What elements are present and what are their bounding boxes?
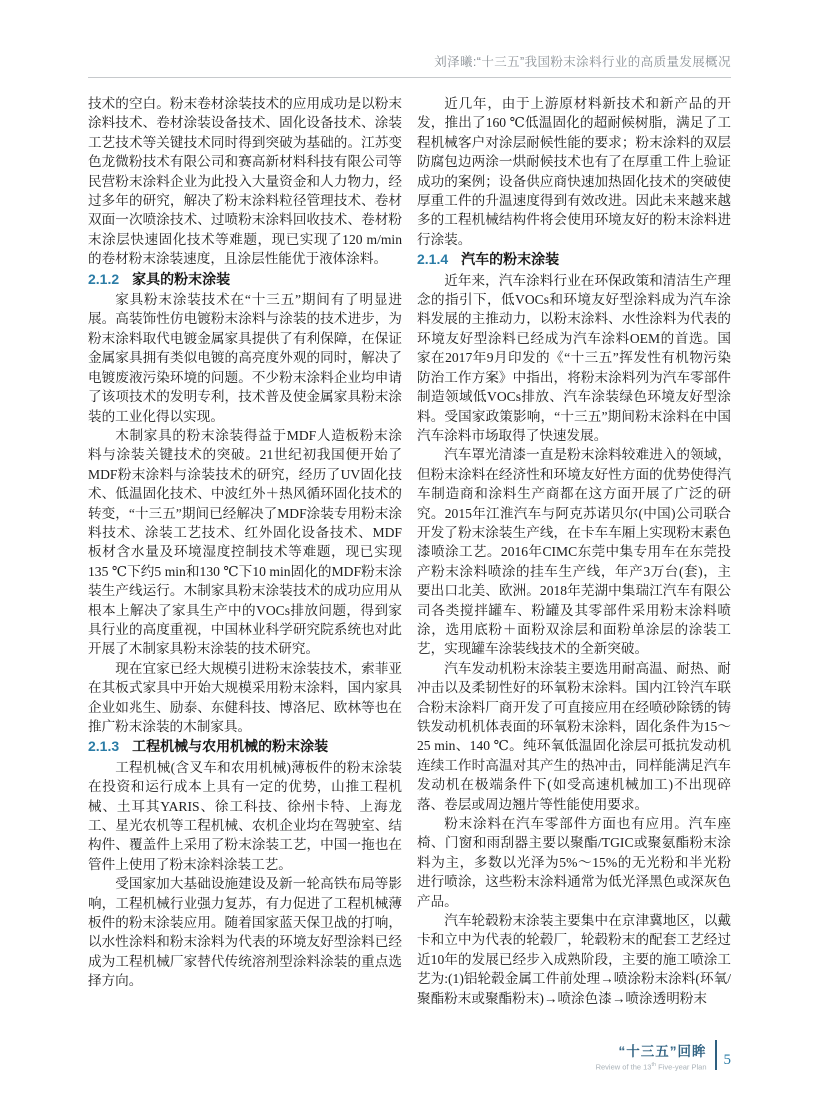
footer-column-titles: [596, 1040, 707, 1072]
column-right: [417, 94, 731, 1008]
section-heading: [88, 737, 402, 756]
section-number: 2.1.4: [417, 251, 449, 268]
column-title-en-prefix: Review of the 13: [595, 1062, 652, 1071]
paragraph: 粉末涂料在汽车零部件方面也有应用。汽车座椅、门窗和雨刮器主要以聚酯/TGIC或聚氨酯粉末涂料为主，多数以光泽为5%～15%的无光粉和半光粉进行喷涂，这些粉末涂料通常为低光泽黑色或深灰色产品。: [417, 816, 731, 909]
paragraph: 近年来，汽车涂料行业在环保政策和清洁生产理念的指引下，低VOCs和环境友好型涂料成为汽车涂料发展的主推动力，以粉末涂料、水性涂料为代表的环境友好型涂料已经成为汽车涂料OEM的首选。国家在2017年9月印发的《“十三五”挥发性有机物污染防治工作方案》中指出，将粉末涂料列为汽车零部件制造领域低VOCs排放、汽车涂装绿色环境友好型涂料。受国家政策影响，“十三五”期间粉末涂料在中国汽车涂料市场取得了快速发展。: [417, 272, 731, 443]
paragraph: 工程机械(含叉车和农用机械)薄板件的粉末涂装在投资和运行成本上具有一定的优势，山推工程机械、土耳其YARIS、徐工科技、徐州卡特、上海龙工、星光农机等工程机械、农机企业均在驾驶室、结构件、覆盖件上采用了粉末涂装工艺，中国一拖也在管件上使用了粉末涂料涂装工艺。: [88, 759, 402, 872]
column-title-cn: “十三五”回眸: [618, 1043, 707, 1059]
column-title-en-suffix: Five-year Plan: [656, 1062, 707, 1071]
running-title: 刘泽曦:“十三五”我国粉末涂料行业的高质量发展概况: [434, 55, 731, 69]
section-title: 汽车的粉末涂装: [461, 251, 560, 268]
column-title-en-ordinal: th: [651, 1061, 657, 1068]
footer-divider: [715, 1040, 717, 1070]
paragraph: 汽车罩光清漆一直是粉末涂料较难进入的领域，但粉末涂料在经济性和环境友好性方面的优势使得汽车制造商和涂料生产商都在这方面开展了广泛的研究。2015年江淮汽车与阿克苏诺贝尔(中国)公司联合开发了粉末涂装生产线，在卡车车厢上实现粉末素色漆喷涂工艺。2016年CIMC东莞中集专用车在东莞投产粉末涂料喷涂的挂车生产线，年产3万台(套)，主要出口北美、欧洲。2018年芜湖中集瑞江汽车有限公司各类搅拌罐车、粉罐及其零部件采用粉末涂料喷涂，选用底粉＋面粉双涂层和面粉单涂层的涂装工艺，实现罐车涂装线技术的全新突破。: [417, 447, 731, 657]
page-header: [88, 52, 731, 78]
column-title-en: [596, 1062, 707, 1072]
header-rule: [88, 77, 731, 78]
paragraph: 近几年，由于上游原材料新技术和新产品的开发，推出了160 ℃低温固化的超耐候树脂，满足了工程机械客户对涂层耐候性能的要求；粉末涂料的双层防腐包边两涂一烘耐候技术也有了在厚重工件上验证成功的案例；设备供应商快速加热固化技术的突破使厚重工件的升温速度得到有效改进。因此未来越来越多的工程机械结构件将会使用环境友好的粉末涂料进行涂装。: [417, 96, 731, 247]
paragraph: 家具粉末涂装技术在“十三五”期间有了明显进展。高装饰性仿电镀粉末涂料与涂装的技术进步，为粉末涂料取代电镀金属家具提供了有利保障，在保证金属家具拥有类似电镀的高亮度外观的同时，解决了电镀废液污染环境的问题。不少粉末涂料企业均申请了该项技术的发明专利，技术普及使金属家具粉末涂装的工业化得以实现。: [88, 292, 402, 424]
paragraph: 木制家具的粉末涂装得益于MDF人造板粉末涂料与涂装关键技术的突破。21世纪初我国便开始了MDF粉末涂料与涂装技术的研究，经历了UV固化技术、低温固化技术、中波红外＋热风循环固化技术的转变，“十三五”期间已经解决了MDF涂装专用粉末涂料技术、涂装工艺技术、红外固化设备技术、MDF板材含水量及环境湿度控制技术等难题，现已实现135 ℃下约5 min和130 ℃下10 min固化的MDF粉末涂装生产线运行。木制家具粉末涂装技术的成功应用从根本上解决了家具生产中的VOCs排放问题，得到家具行业的高度重视，中国林业科学研究院系统也对此开展了木制家具粉末涂装的技术研究。: [88, 427, 402, 657]
paragraph: 汽车发动机粉末涂装主要选用耐高温、耐热、耐冲击以及柔韧性好的环氧粉末涂料。国内江铃汽车联合粉末涂料厂商开发了可直接应用在经喷砂除锈的铸铁发动机机体表面的环氧粉末涂料，固化条件为15～25 min、140 ℃。纯环氧低温固化涂层可抵抗发动机连续工作时高温对其产生的热冲击，同样能满足汽车发动机在极端条件下(如受高速机械加工)不出现碎落、卷层或周边翘片等性能使用要求。: [417, 660, 731, 812]
section-heading: [417, 250, 731, 269]
article-body: [88, 94, 731, 1008]
paragraph: 现在宜家已经大规模引进粉末涂装技术，索菲亚在其板式家具中开始大规模采用粉末涂料，国内家具企业如兆生、励泰、东健科技、博洛尼、欧林等也在推广粉末涂装的木制家具。: [88, 660, 402, 734]
paragraph: 受国家加大基础设施建设及新一轮高铁布局等影响，工程机械行业强力复苏，有力促进了工程机械薄板件的粉末涂装应用。随着国家蓝天保卫战的打响，以水性涂料和粉末涂料为代表的环境友好型涂料已经成为工程机械厂家替代传统溶剂型涂料涂装的重点选择方向。: [88, 876, 402, 989]
column-left: [88, 94, 402, 1008]
section-title: 工程机械与农用机械的粉末涂装: [132, 738, 329, 755]
section-number: 2.1.3: [88, 738, 120, 755]
section-title: 家具的粉末涂装: [132, 270, 231, 287]
page-footer: [596, 1040, 731, 1072]
page-number: 5: [723, 1051, 731, 1068]
section-number: 2.1.2: [88, 270, 120, 287]
paragraph: 技术的空白。粉末卷材涂装技术的应用成功是以粉末涂料技术、卷材涂装设备技术、固化设备技术、涂装工艺技术等关键技术同时得到突破为基础的。江苏变色龙微粉技术有限公司和赛高新材料科技有限公司等民营粉末涂料企业为此投入大量资金和人力物力，经过多年的研究，解决了粉末涂料粒径管理技术、卷材双面一次喷涂技术、过喷粉末涂料回收技术、卷材粉末涂层快速固化技术等难题，现已实现了120 m/min的卷材粉末涂装速度，且涂层性能优于液体涂料。: [88, 96, 402, 267]
paragraph: 汽车轮毂粉末涂装主要集中在京津冀地区，以戴卡和立中为代表的轮毂厂，轮毂粉末的配套工艺经过近10年的发展已经步入成熟阶段，主要的施工喷涂工艺为:(1)铝轮毂金属工件前处理→喷涂粉末涂料(环氧/聚酯粉末或聚酯粉末)→喷涂色漆→喷涂透明粉末: [417, 913, 731, 1006]
section-heading: [88, 270, 402, 289]
